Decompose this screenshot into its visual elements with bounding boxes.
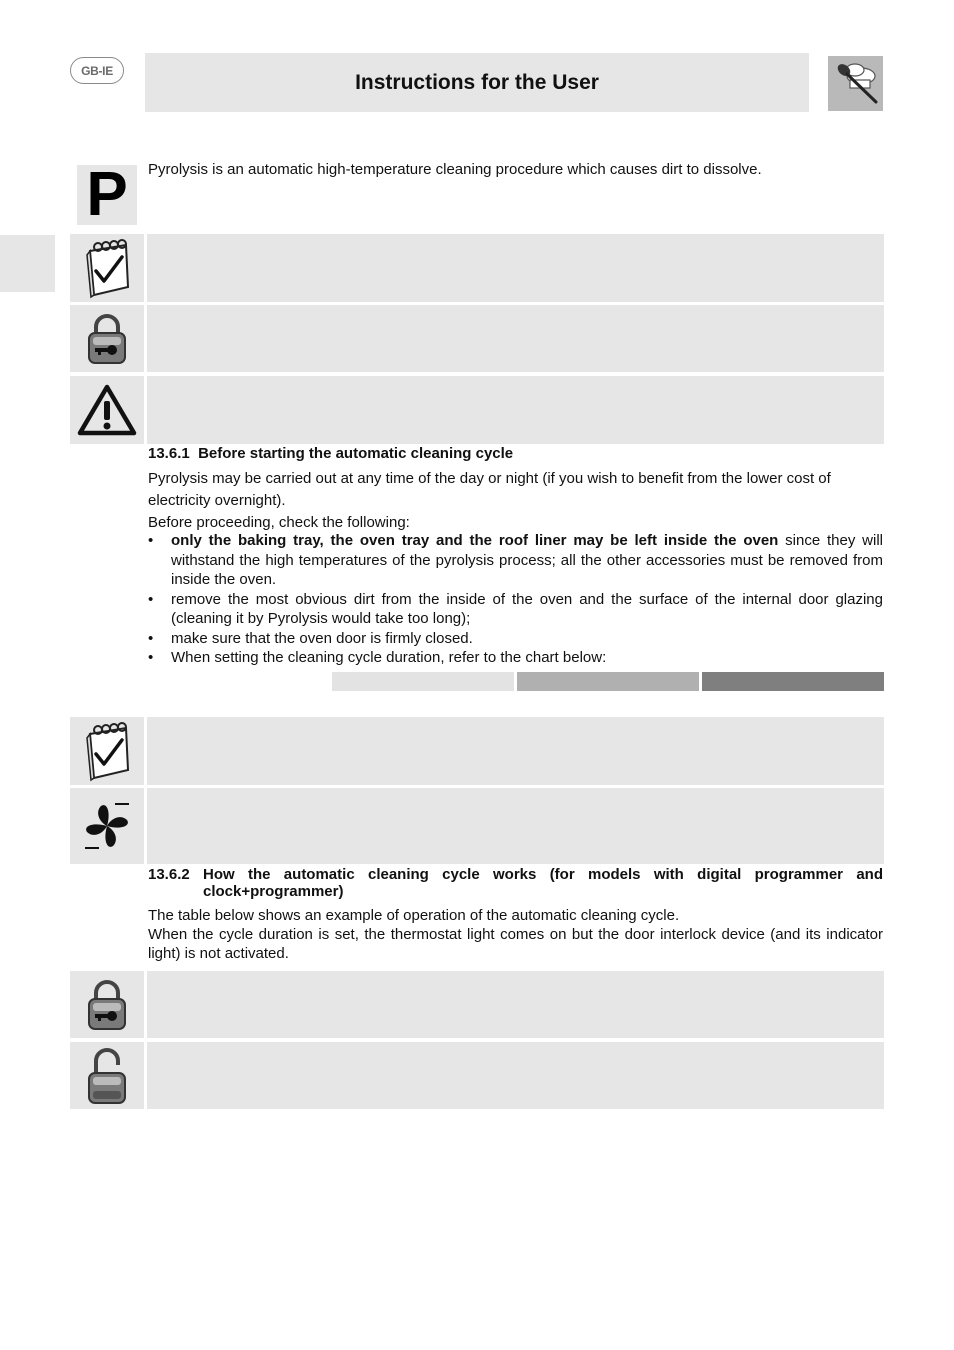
section-title: Before starting the automatic cleaning cycle xyxy=(198,445,514,462)
list-item-text: remove the most obvious dirt from the inside of the oven and the surface of the internal door glazing (cleaning it by Pyrolysis would take too long); xyxy=(171,590,883,627)
notice-text-5 xyxy=(147,788,884,864)
section-paragraph: The table below shows an example of operation of the automatic cleaning cycle. xyxy=(148,907,680,924)
pyrolysis-symbol: P xyxy=(77,165,137,225)
page-title: Instructions for the User xyxy=(355,70,599,94)
list-item xyxy=(148,648,883,668)
warning-triangle-icon xyxy=(70,376,144,444)
list-item-text: When setting the cleaning cycle duration, refer to the chart below: xyxy=(171,649,607,666)
fan-icon xyxy=(70,788,144,864)
section-heading-13-6-2 xyxy=(148,866,883,900)
list-item-text: make sure that the oven door is firmly closed. xyxy=(171,629,473,647)
notice-text-3 xyxy=(147,376,884,444)
intro-text: Pyrolysis is an automatic high-temperature cleaning procedure which causes dirt to dissolve. xyxy=(148,161,762,178)
notice-text-4 xyxy=(147,717,884,785)
page-header xyxy=(145,53,809,112)
notepad-check-icon xyxy=(70,234,144,302)
section-paragraph: Before proceeding, check the following: xyxy=(148,514,410,531)
chart-header-bar-medium xyxy=(517,672,699,691)
checklist xyxy=(148,531,883,668)
notepad-check-icon xyxy=(70,717,144,785)
section-heading-13-6-1 xyxy=(148,445,513,462)
list-item-text: since they will withstand the high temperatures of the pyrolysis process; all the other accessories must be removed from inside the oven. xyxy=(171,532,883,588)
chef-spoon-icon xyxy=(828,56,883,111)
padlock-unlocked-icon xyxy=(70,1042,144,1109)
list-item-bold: only the baking tray, the oven tray and the roof liner may be left inside the oven xyxy=(171,532,779,549)
padlock-locked-icon xyxy=(70,971,144,1038)
notice-text-6 xyxy=(147,971,884,1038)
notice-text-2 xyxy=(147,305,884,372)
section-paragraph: Pyrolysis may be carried out at any time of the day or night (if you wish to benefit from the lower cost of electricity overnight). xyxy=(148,470,831,509)
list-item xyxy=(148,531,883,590)
side-tab xyxy=(0,235,55,292)
list-item xyxy=(148,629,883,649)
section-title: How the automatic cleaning cycle works (for models with digital programmer and clock+programmer) xyxy=(203,866,883,900)
chart-header-bar-light xyxy=(332,672,514,691)
chart-header-bar-dark xyxy=(702,672,884,691)
section-paragraph: When the cycle duration is set, the thermostat light comes on but the door interlock device (and its indicator light) is not activated. xyxy=(148,926,883,962)
section-number: 13.6.1 xyxy=(148,445,190,462)
padlock-key-icon xyxy=(70,305,144,372)
section-number: 13.6.2 xyxy=(148,866,190,883)
notice-text-7 xyxy=(147,1042,884,1109)
list-item xyxy=(148,590,883,629)
notice-text-1 xyxy=(147,234,884,302)
region-badge: GB-IE xyxy=(70,57,124,84)
